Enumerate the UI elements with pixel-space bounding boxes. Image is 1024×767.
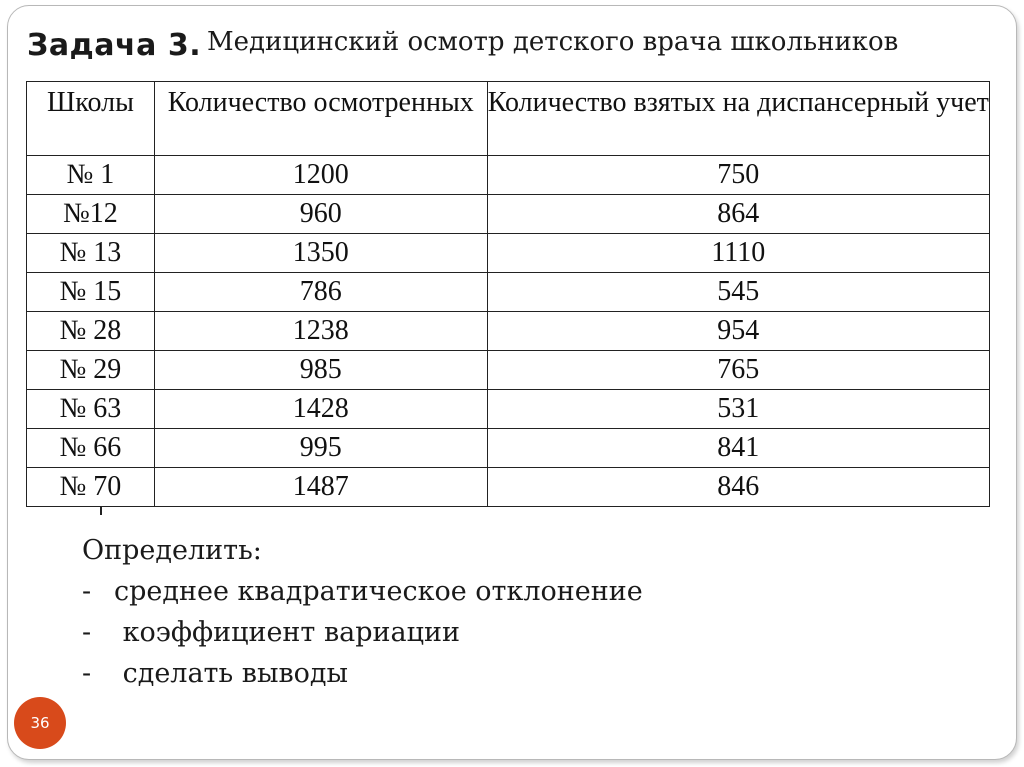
cell-examined: 995 bbox=[154, 429, 487, 468]
cell-examined: 1350 bbox=[154, 234, 487, 273]
cell-school: № 63 bbox=[27, 390, 155, 429]
cell-school: № 70 bbox=[27, 468, 155, 507]
task-item-dash: - bbox=[82, 576, 92, 607]
task-heading: Определить: bbox=[82, 535, 262, 566]
table-row bbox=[27, 312, 990, 351]
task-item-dash: - bbox=[82, 658, 92, 689]
cell-registered: 545 bbox=[487, 273, 989, 312]
cell-school: № 29 bbox=[27, 351, 155, 390]
table-row bbox=[27, 195, 990, 234]
cell-school: № 13 bbox=[27, 234, 155, 273]
table-row bbox=[27, 234, 990, 273]
task-item bbox=[82, 653, 643, 694]
header-examined: Количество осмотренных bbox=[154, 82, 487, 156]
cell-examined: 1428 bbox=[154, 390, 487, 429]
cell-registered: 864 bbox=[487, 195, 989, 234]
cell-examined: 1200 bbox=[154, 156, 487, 195]
cell-registered: 954 bbox=[487, 312, 989, 351]
cell-registered: 531 bbox=[487, 390, 989, 429]
task-item bbox=[82, 571, 643, 612]
cell-school: № 28 bbox=[27, 312, 155, 351]
header-registered: Количество взятых на диспансерный учет bbox=[487, 82, 989, 156]
task-item-text: коэффициент вариации bbox=[114, 617, 460, 648]
school-exam-table bbox=[26, 81, 990, 507]
table-row bbox=[27, 273, 990, 312]
cell-examined: 1487 bbox=[154, 468, 487, 507]
cell-school: №12 bbox=[27, 195, 155, 234]
task-item-dash: - bbox=[82, 617, 92, 648]
cell-examined: 786 bbox=[154, 273, 487, 312]
task-item-text: сделать выводы bbox=[114, 658, 349, 689]
table-row bbox=[27, 468, 990, 507]
cell-school: № 15 bbox=[27, 273, 155, 312]
cell-examined: 960 bbox=[154, 195, 487, 234]
cell-registered: 1110 bbox=[487, 234, 989, 273]
task-item bbox=[82, 612, 643, 653]
page-number: 36 bbox=[30, 714, 50, 732]
cell-school: № 66 bbox=[27, 429, 155, 468]
cell-registered: 765 bbox=[487, 351, 989, 390]
cell-examined: 1238 bbox=[154, 312, 487, 351]
header-schools: Школы bbox=[27, 82, 155, 156]
slide-title: Медицинский осмотр детского врача школьников bbox=[207, 27, 899, 57]
cell-registered: 841 bbox=[487, 429, 989, 468]
task-item-text: среднее квадратическое отклонение bbox=[114, 576, 643, 607]
cell-registered: 750 bbox=[487, 156, 989, 195]
table-row bbox=[27, 351, 990, 390]
table-header-row bbox=[27, 82, 990, 156]
table-edge-tick bbox=[100, 506, 102, 515]
table-row bbox=[27, 390, 990, 429]
task-instructions bbox=[82, 530, 643, 694]
cell-school: № 1 bbox=[27, 156, 155, 195]
cell-registered: 846 bbox=[487, 468, 989, 507]
table-row bbox=[27, 156, 990, 195]
page-number-badge bbox=[14, 697, 66, 749]
task-number-title: Задача 3. bbox=[27, 28, 202, 63]
table-row bbox=[27, 429, 990, 468]
cell-examined: 985 bbox=[154, 351, 487, 390]
